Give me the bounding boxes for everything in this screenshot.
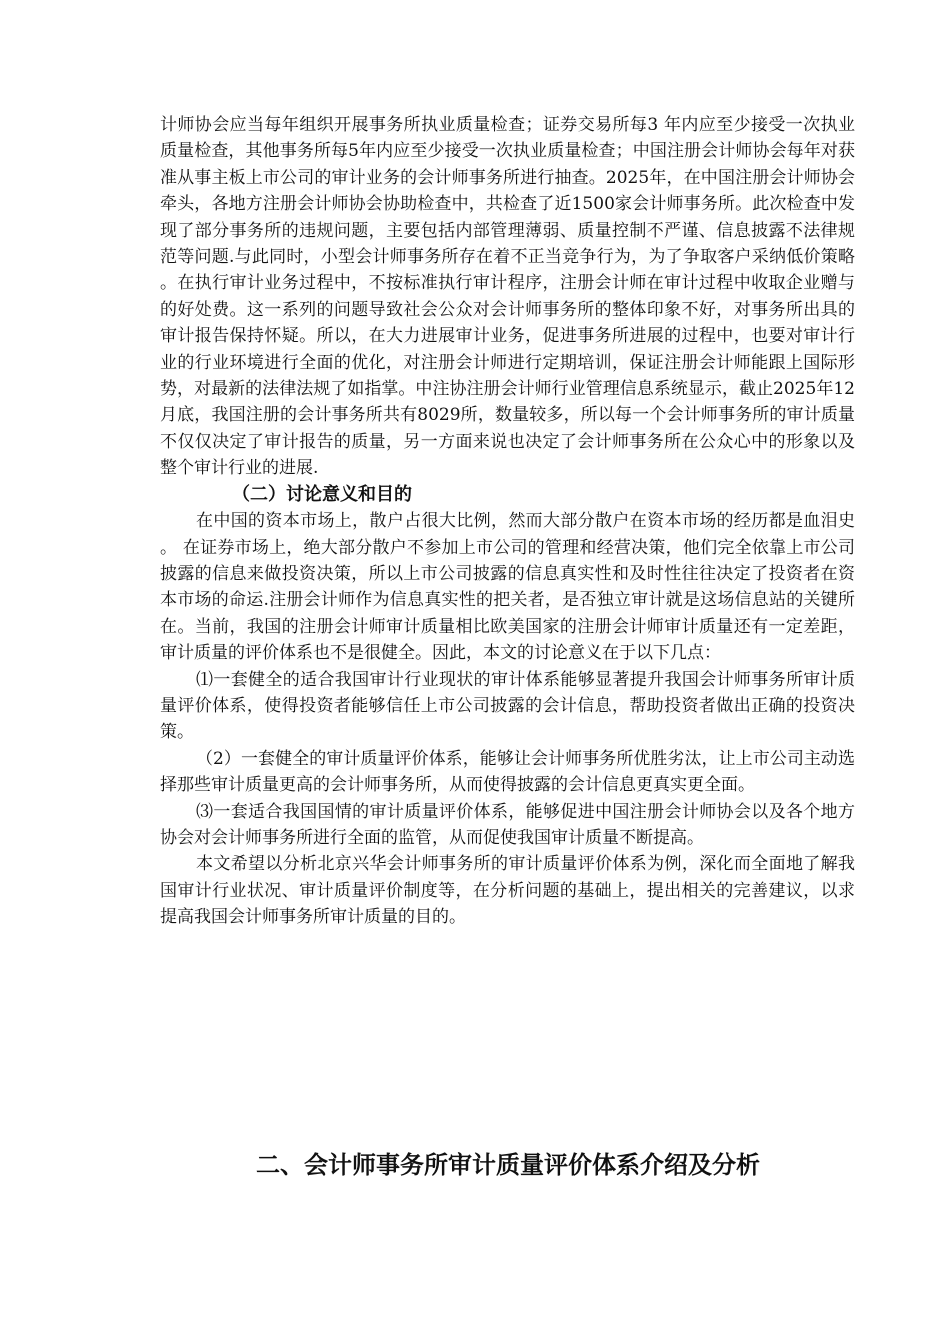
chapter-title: 二、会计师事务所审计质量评价体系介绍及分析 xyxy=(256,1150,760,1179)
market-paragraph: 在中国的资本市场上，散户占很大比例，然而大部分散户在资本市场的经历都是血泪史。 在证券市场上，绝大部分散户不参加上市公司的管理和经营决策，他们完全依靠上市公司披露的信息来做投资决策，所以上市公司披露的信息真实性和及时性往往决定了投资者在资本市场的命运.注册会计师作为信息真实性的把关者，是否独立审计就是这场信息站的关键所在。当前，我国的注册会计师审计质量相比欧美国家的注册会计师审计质量还有一定差距，审计质量的评价体系也不是很健全。因此，本文的讨论意义在于以下几点： xyxy=(160,511,855,664)
significance-point-1: ⑴一套健全的适合我国审计行业现状的审计体系能够显著提升我国会计师事务所审计质量评价体系，使得投资者能够信任上市公司披露的会计信息，帮助投资者做出正确的投资决策。 xyxy=(160,669,855,743)
significance-point-2: （2）一套健全的审计质量评价体系，能够让会计师事务所优胜劣汰，让上市公司主动选择那些审计质量更高的会计师事务所，从而使得披露的会计信息更真实更全面。 xyxy=(160,748,855,796)
significance-point-3: ⑶一套适合我国国情的审计质量评价体系，能够促进中国注册会计师协会以及各个地方协会对会计师事务所进行全面的监管，从而促使我国审计质量不断提高。 xyxy=(160,801,855,848)
section-heading: （二）讨论意义和目的 xyxy=(232,483,412,505)
intro-paragraph: 计师协会应当每年组织开展事务所执业质量检查；证券交易所每3 年内应至少接受一次执业质量检查，其他事务所每5年内应至少接受一次执业质量检查；中国注册会计师协会每年对获准从事主板上市公司的审计业务的会计师事务所进行抽查。2025年，在中国注册会计师协会牵头，各地方注册会计师协会协助检查中，共检查了近1500家会计师事务所。此次检查中发现了部分事务所的违规问题，主要包括内部管理薄弱、质量控制不严谨、信息披露不法律规范等问题.与此同时，小型会计师事务所存在着不正当竞争行为，为了争取客户采纳低价策略。在执行审计业务过程中，不按标准执行审计程序，注册会计师在审计过程中收取企业赠与的好处费。这一系列的问题导致社会公众对会计师事务所的整体印象不好，对事务所出具的审计报告保持怀疑。所以，在大力进展审计业务，促进事务所进展的过程中，也要对审计行业的行业环境进行全面的优化，对注册会计师进行定期培训，保证注册会计师能跟上国际形势，对最新的法律法规了如指掌。中注协注册会计师行业管理信息系统显示，截止2025年12月底，我国注册的会计事务所共有8029所，数量较多，所以每一个会计师事务所的审计质量不仅仅决定了审计报告的质量，另一方面来说也决定了会计师事务所在公众心中的形象以及整个审计行业的进展. xyxy=(160,115,855,479)
document-body xyxy=(160,112,855,931)
purpose-paragraph: 本文希望以分析北京兴华会计师事务所的审计质量评价体系为例，深化而全面地了解我国审计行业状况、审计质量评价制度等，在分析问题的基础上，提出相关的完善建议，以求提高我国会计师事务所审计质量的目的。 xyxy=(160,854,855,928)
